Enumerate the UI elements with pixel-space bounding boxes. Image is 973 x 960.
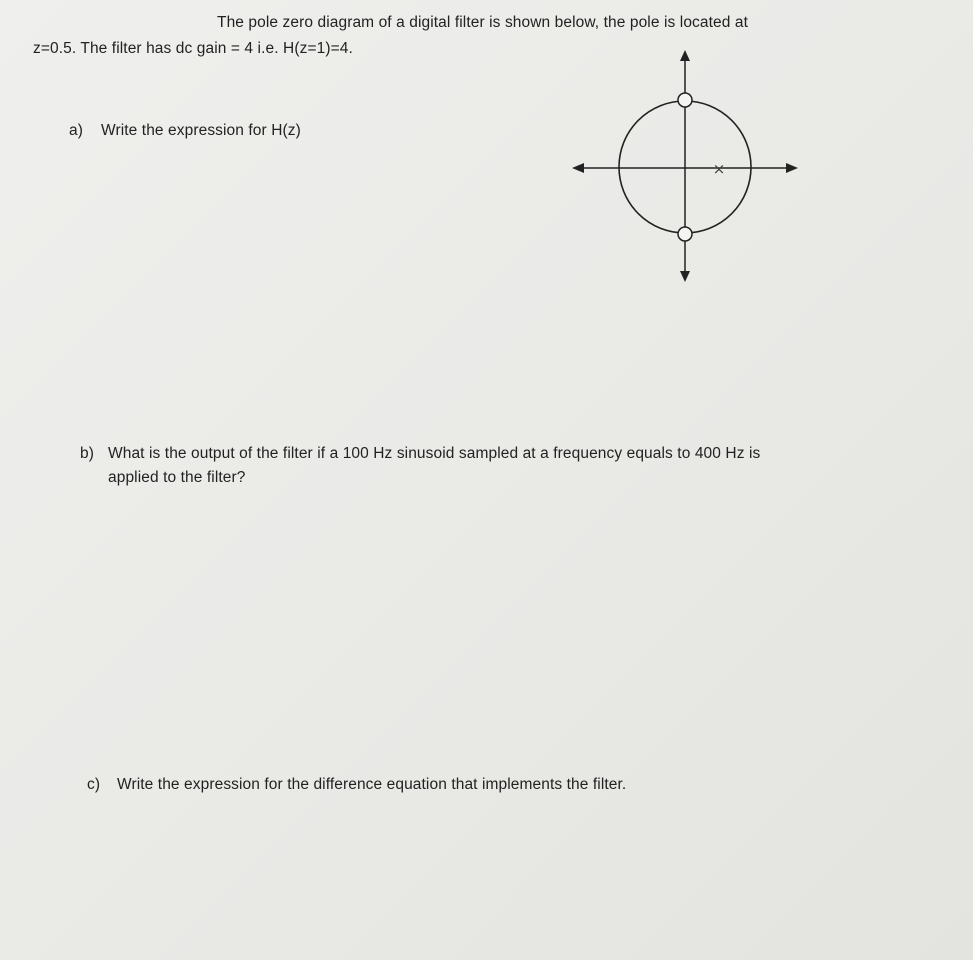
zero-marker-top: [678, 93, 692, 107]
question-a-label: a): [69, 122, 83, 139]
question-c-label: c): [87, 776, 101, 793]
imaginary-axis-up-arrow: [680, 50, 690, 61]
question-b: [80, 445, 760, 463]
question-c-text: Write the expression for the difference equation that implements the filter.: [117, 776, 627, 793]
intro-line-2: z=0.5. The filter has dc gain = 4 i.e. H(z=1)=4.: [33, 40, 353, 57]
question-a-text: Write the expression for H(z): [101, 122, 301, 139]
question-b-text-line-2: applied to the filter?: [108, 469, 246, 486]
real-axis-left-arrow: [572, 163, 584, 173]
question-c: [87, 776, 626, 794]
intro-line-1: The pole zero diagram of a digital filter is shown below, the pole is located at: [217, 14, 748, 31]
zero-marker-bottom: [678, 227, 692, 241]
question-b-text: What is the output of the filter if a 100 Hz sinusoid sampled at a frequency equals to 400 Hz is: [108, 445, 761, 462]
question-b-label: b): [80, 445, 94, 462]
pole-marker: ×: [712, 160, 726, 178]
imaginary-axis-down-arrow: [680, 271, 690, 282]
real-axis-right-arrow: [786, 163, 798, 173]
